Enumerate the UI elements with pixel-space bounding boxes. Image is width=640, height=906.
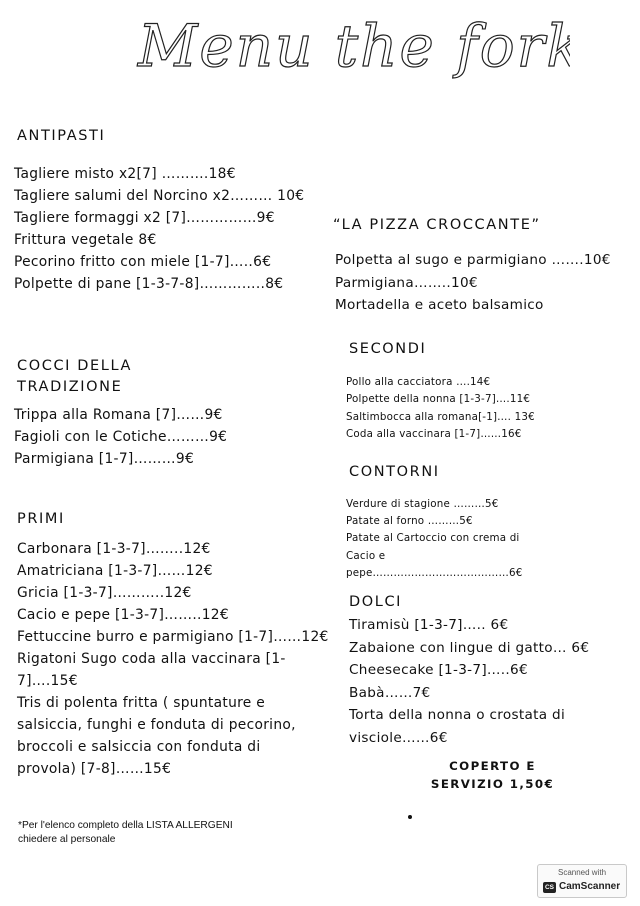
menu-item: Patate al forno ………5€ — [346, 515, 473, 528]
coperto-line1: COPERTO E — [449, 759, 536, 773]
contorni-list — [346, 496, 534, 582]
secondi-heading: SECONDI — [349, 341, 427, 357]
menu-item: Trippa alla Romana [7]……9€ — [14, 407, 223, 423]
menu-item: Fettuccine burro e parmigiano [1-7]……12€ — [17, 629, 329, 645]
menu-item: Parmigiana [1-7]………9€ — [14, 451, 195, 467]
footnote-line1: *Per l'elenco completo della LISTA ALLERGENI — [18, 820, 233, 831]
pizza-list — [335, 249, 611, 317]
camscanner-caption: Scanned with — [557, 868, 607, 877]
menu-item: Zabaione con lingue di gatto… 6€ — [349, 639, 590, 656]
menu-item: Frittura vegetale 8€ — [14, 232, 157, 248]
menu-item: Babà……7€ — [349, 684, 431, 701]
menu-item: Tris di polenta fritta ( spuntature e salsiccia, funghi e fonduta di pecorino, broccoli e salsiccia con fonduta di provola) [7-8]……15€ — [17, 695, 296, 777]
cocci-heading-line1: COCCI DELLA — [17, 358, 133, 374]
dolci-heading: DOLCI — [349, 594, 403, 610]
menu-item: Carbonara [1-3-7]……..12€ — [17, 541, 211, 557]
menu-item: Tagliere formaggi x2 [7]……………9€ — [14, 210, 275, 226]
camscanner-name: CamScanner — [559, 881, 621, 892]
menu-item: Parmigiana……..10€ — [335, 274, 478, 291]
contorni-heading: CONTORNI — [349, 464, 440, 480]
menu-item: Saltimbocca alla romana[-1]…. 13€ — [346, 410, 535, 423]
menu-title-script — [130, 4, 570, 94]
camscanner-watermark — [537, 864, 627, 898]
menu-item: Tiramisù [1-3-7]….. 6€ — [349, 617, 509, 633]
cocci-heading-line2: TRADIZIONE — [17, 379, 123, 395]
menu-item: Fagioli con le Cotiche………9€ — [14, 429, 228, 445]
menu-item: Tagliere salumi del Norcino x2……… 10€ — [14, 188, 305, 204]
menu-item: Torta della nonna o crostata di visciole……6€ — [349, 707, 566, 746]
primi-heading: PRIMI — [17, 511, 65, 527]
camscanner-logo-icon: CS — [544, 884, 555, 891]
allergen-footnote — [18, 819, 268, 847]
menu-item: Coda alla vaccinara [1-7]……16€ — [346, 427, 522, 440]
svg-text:Menu the fork': Menu the fork' — [138, 12, 570, 80]
menu-item: Polpette di pane [1-3-7-8]…………..8€ — [14, 276, 284, 292]
menu-item: Cacio e pepe [1-3-7]……..12€ — [17, 607, 229, 623]
coperto-line2: SERVIZIO 1,50€ — [430, 777, 555, 791]
cocci-heading — [17, 356, 132, 398]
dolci-list — [349, 614, 594, 749]
coperto-notice — [425, 757, 560, 793]
menu-item: Polpetta al sugo e parmigiano …….10€ — [335, 252, 611, 268]
primi-list — [17, 538, 329, 780]
menu-item: Mortadella e aceto balsamico — [335, 297, 544, 313]
menu-item: Pollo alla cacciatora ….14€ — [346, 376, 491, 388]
menu-title — [130, 4, 570, 94]
secondi-list — [346, 374, 535, 443]
menu-item: Polpette della nonna [1-3-7]….11€ — [346, 393, 531, 406]
footnote-line2: chiedere al personale — [18, 834, 116, 845]
menu-item: Amatriciana [1-3-7]……12€ — [17, 563, 213, 579]
menu-item: Gricia [1-3-7]………..12€ — [17, 585, 192, 601]
antipasti-list — [14, 163, 304, 295]
pizza-heading: “LA PIZZA CROCCANTE” — [333, 217, 541, 233]
menu-item: Verdure di stagione ………5€ — [346, 498, 499, 510]
menu-item: Pecorino fritto con miele [1-7]…..6€ — [14, 254, 272, 270]
menu-item: Rigatoni Sugo coda alla vaccinara [1-7]….15€ — [17, 651, 286, 689]
menu-item: Tagliere misto x2[7] ……….18€ — [14, 166, 236, 182]
stray-dot — [408, 815, 412, 819]
menu-item: Patate al Cartoccio con crema di Cacio e pepe…………………………………6€ — [346, 532, 523, 579]
cocci-list — [14, 404, 227, 470]
menu-item: Cheesecake [1-3-7]…..6€ — [349, 662, 528, 678]
antipasti-heading: ANTIPASTI — [17, 128, 106, 144]
